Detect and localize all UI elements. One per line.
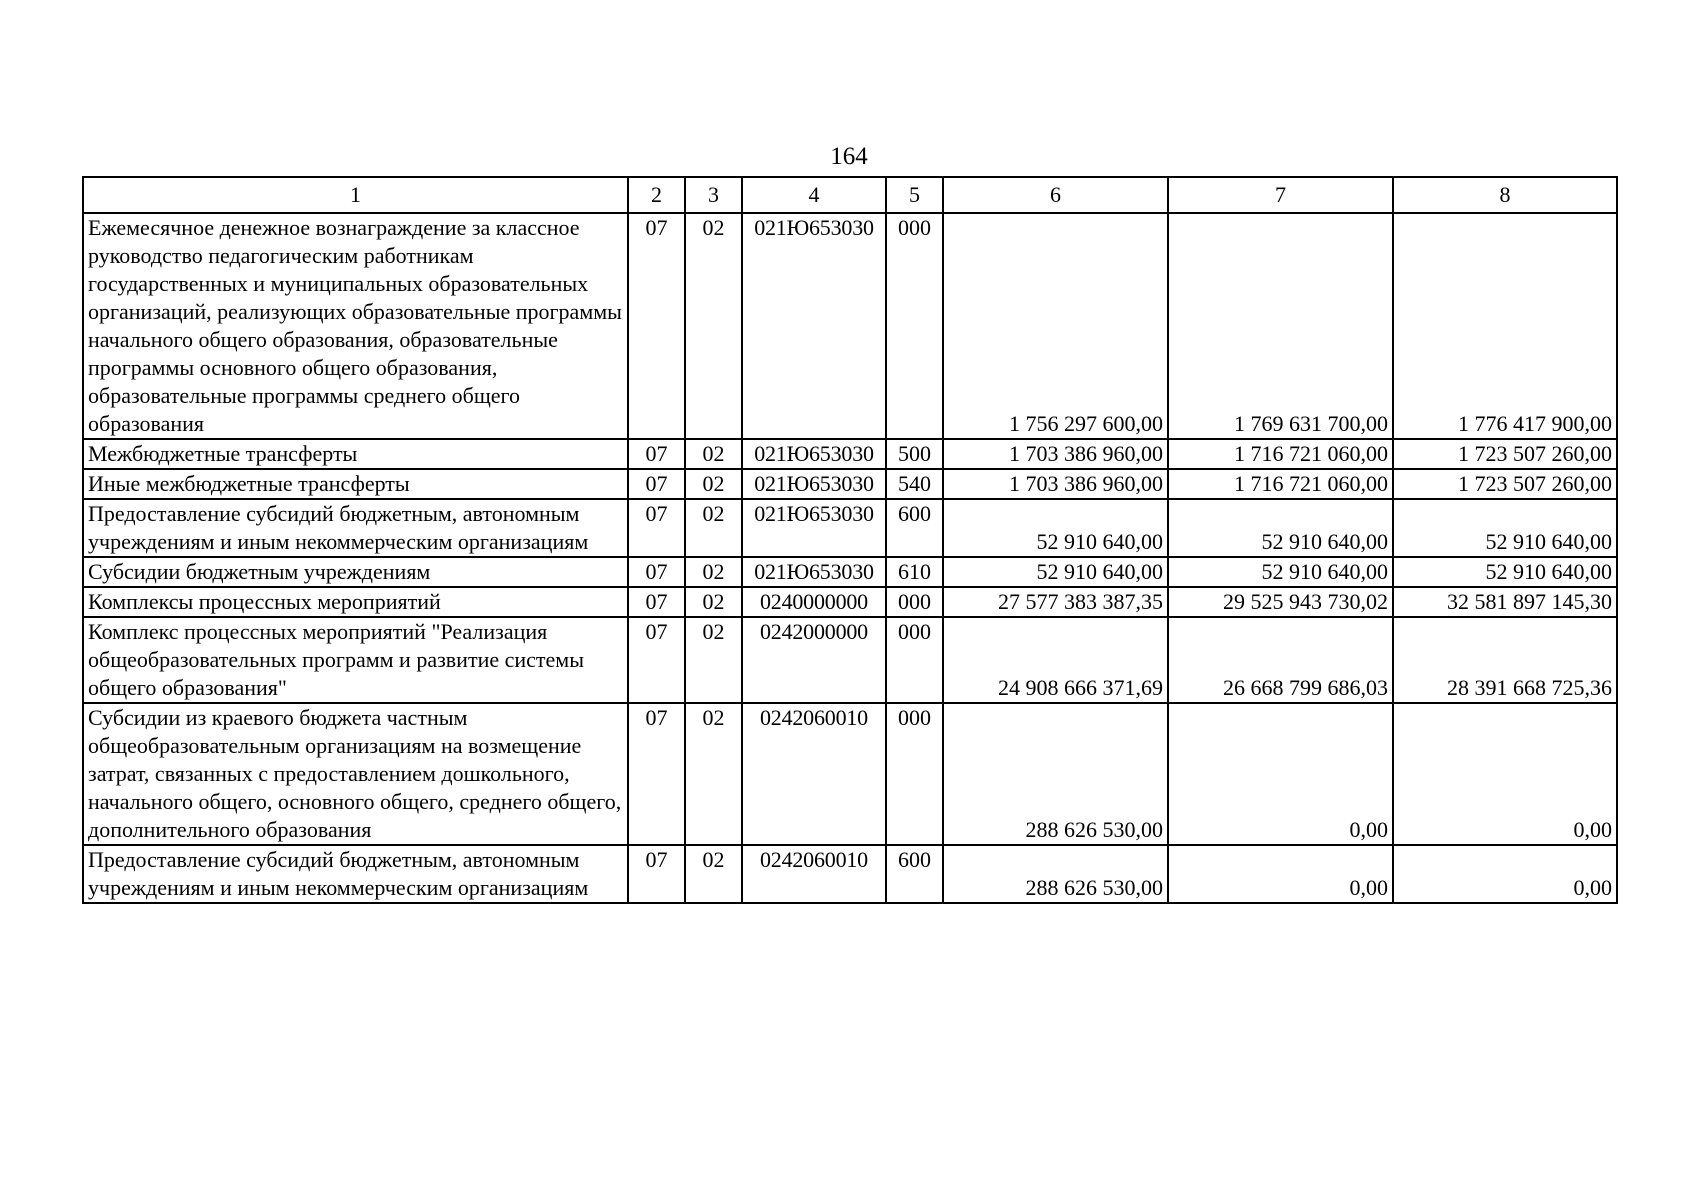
row-amount-col-6: 1 703 386 960,00 xyxy=(943,439,1168,469)
row-expense-type: 000 xyxy=(886,703,943,845)
row-amount-col-6: 288 626 530,00 xyxy=(943,845,1168,903)
table-row xyxy=(83,499,1617,557)
row-amount-col-7: 52 910 640,00 xyxy=(1168,499,1393,557)
row-target-code: 0242000000 xyxy=(742,617,886,703)
row-expense-type: 610 xyxy=(886,557,943,587)
row-expense-type: 600 xyxy=(886,499,943,557)
row-amount-col-7: 1 716 721 060,00 xyxy=(1168,469,1393,499)
row-amount-col-8: 0,00 xyxy=(1393,845,1617,903)
row-name: Комплексы процессных мероприятий xyxy=(83,587,628,617)
row-target-code: 021Ю653030 xyxy=(742,469,886,499)
budget-table xyxy=(82,176,1618,904)
row-target-code: 021Ю653030 xyxy=(742,213,886,439)
row-amount-col-6: 52 910 640,00 xyxy=(943,499,1168,557)
row-subsection: 02 xyxy=(685,499,742,557)
row-section: 07 xyxy=(628,617,685,703)
row-target-code: 021Ю653030 xyxy=(742,499,886,557)
row-amount-col-8: 28 391 668 725,36 xyxy=(1393,617,1617,703)
row-section: 07 xyxy=(628,845,685,903)
row-amount-col-8: 0,00 xyxy=(1393,703,1617,845)
header-col-4: 4 xyxy=(742,177,886,213)
row-subsection: 02 xyxy=(685,557,742,587)
row-amount-col-6: 1 756 297 600,00 xyxy=(943,213,1168,439)
row-name: Субсидии из краевого бюджета частным общеобразовательным организациям на возмещение затрат, связанных с предоставлением дошкольного, начального общего, основного общего, среднего общего, дополнительного образования xyxy=(83,703,628,845)
row-name: Субсидии бюджетным учреждениям xyxy=(83,557,628,587)
row-name: Ежемесячное денежное вознаграждение за классное руководство педагогическим работникам государственных и муниципальных образовательных организаций, реализующих образовательные программы начального общего образования, образовательные программы основного общего образования, образовательные программы среднего общего образования xyxy=(83,213,628,439)
row-section: 07 xyxy=(628,557,685,587)
row-expense-type: 000 xyxy=(886,617,943,703)
table-row xyxy=(83,469,1617,499)
page-number: 164 xyxy=(830,143,868,170)
table-body xyxy=(83,213,1617,903)
row-amount-col-8: 1 776 417 900,00 xyxy=(1393,213,1617,439)
row-subsection: 02 xyxy=(685,703,742,845)
header-col-5: 5 xyxy=(886,177,943,213)
row-amount-col-7: 29 525 943 730,02 xyxy=(1168,587,1393,617)
row-amount-col-6: 24 908 666 371,69 xyxy=(943,617,1168,703)
row-name: Межбюджетные трансферты xyxy=(83,439,628,469)
header-col-7: 7 xyxy=(1168,177,1393,213)
row-amount-col-8: 1 723 507 260,00 xyxy=(1393,439,1617,469)
header-col-8: 8 xyxy=(1393,177,1617,213)
header-col-6: 6 xyxy=(943,177,1168,213)
row-amount-col-8: 52 910 640,00 xyxy=(1393,557,1617,587)
row-amount-col-6: 27 577 383 387,35 xyxy=(943,587,1168,617)
row-amount-col-8: 52 910 640,00 xyxy=(1393,499,1617,557)
table-row xyxy=(83,587,1617,617)
row-section: 07 xyxy=(628,439,685,469)
row-section: 07 xyxy=(628,213,685,439)
row-subsection: 02 xyxy=(685,439,742,469)
row-subsection: 02 xyxy=(685,845,742,903)
row-name: Предоставление субсидий бюджетным, автономным учреждениям и иным некоммерческим организациям xyxy=(83,845,628,903)
table-row xyxy=(83,845,1617,903)
row-expense-type: 000 xyxy=(886,213,943,439)
row-name: Комплекс процессных мероприятий "Реализация общеобразовательных программ и развитие системы общего образования" xyxy=(83,617,628,703)
row-amount-col-6: 52 910 640,00 xyxy=(943,557,1168,587)
row-amount-col-6: 288 626 530,00 xyxy=(943,703,1168,845)
row-target-code: 0242060010 xyxy=(742,845,886,903)
row-amount-col-8: 1 723 507 260,00 xyxy=(1393,469,1617,499)
row-expense-type: 500 xyxy=(886,439,943,469)
row-section: 07 xyxy=(628,469,685,499)
row-subsection: 02 xyxy=(685,469,742,499)
row-name: Иные межбюджетные трансферты xyxy=(83,469,628,499)
row-amount-col-6: 1 703 386 960,00 xyxy=(943,469,1168,499)
row-target-code: 021Ю653030 xyxy=(742,439,886,469)
row-name: Предоставление субсидий бюджетным, автономным учреждениям и иным некоммерческим организациям xyxy=(83,499,628,557)
row-target-code: 021Ю653030 xyxy=(742,557,886,587)
table-row xyxy=(83,557,1617,587)
row-amount-col-7: 26 668 799 686,03 xyxy=(1168,617,1393,703)
row-amount-col-7: 1 716 721 060,00 xyxy=(1168,439,1393,469)
table-row xyxy=(83,213,1617,439)
table-row xyxy=(83,439,1617,469)
header-row xyxy=(83,177,1617,213)
row-target-code: 0240000000 xyxy=(742,587,886,617)
row-section: 07 xyxy=(628,499,685,557)
row-section: 07 xyxy=(628,703,685,845)
row-target-code: 0242060010 xyxy=(742,703,886,845)
table-row xyxy=(83,617,1617,703)
row-amount-col-8: 32 581 897 145,30 xyxy=(1393,587,1617,617)
row-subsection: 02 xyxy=(685,213,742,439)
table-row xyxy=(83,703,1617,845)
row-expense-type: 000 xyxy=(886,587,943,617)
row-subsection: 02 xyxy=(685,587,742,617)
header-col-3: 3 xyxy=(685,177,742,213)
header-col-1: 1 xyxy=(83,177,628,213)
row-amount-col-7: 1 769 631 700,00 xyxy=(1168,213,1393,439)
row-amount-col-7: 0,00 xyxy=(1168,703,1393,845)
row-section: 07 xyxy=(628,587,685,617)
row-amount-col-7: 52 910 640,00 xyxy=(1168,557,1393,587)
row-subsection: 02 xyxy=(685,617,742,703)
table-header xyxy=(83,177,1617,213)
row-amount-col-7: 0,00 xyxy=(1168,845,1393,903)
header-col-2: 2 xyxy=(628,177,685,213)
row-expense-type: 600 xyxy=(886,845,943,903)
row-expense-type: 540 xyxy=(886,469,943,499)
